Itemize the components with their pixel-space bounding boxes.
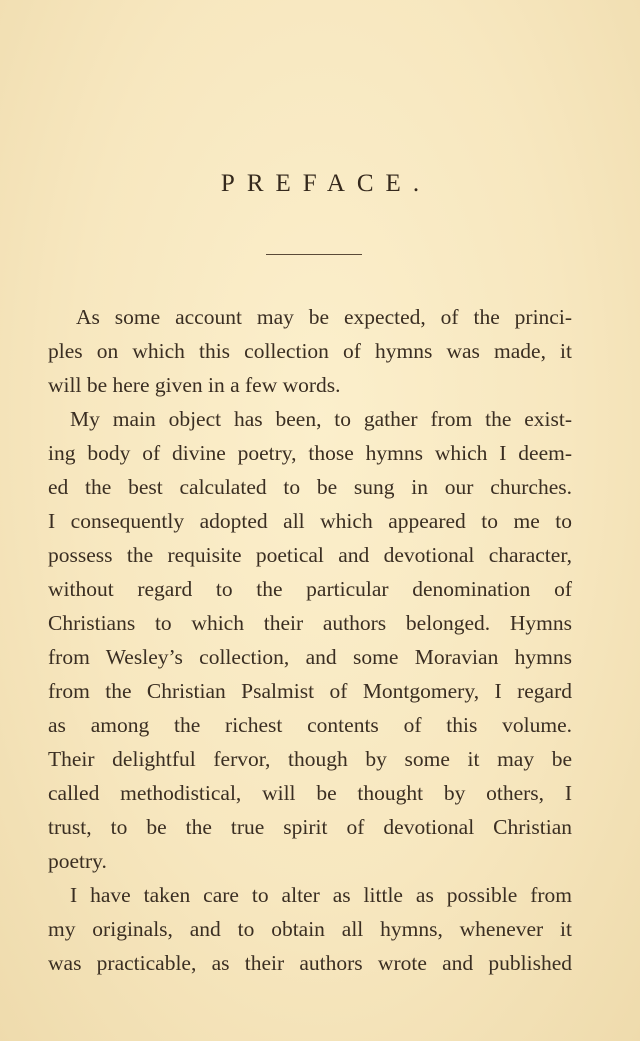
text-line: as among the richest contents of this volume. (48, 713, 572, 737)
title-rule (266, 254, 362, 255)
text-line: my originals, and to obtain all hymns, whenever it (48, 917, 572, 941)
text-line: from Wesley’s collection, and some Moravian hymns (48, 645, 572, 669)
text-line: As some account may be expected, of the princi- (76, 305, 572, 329)
text-line: possess the requisite poetical and devotional character, (48, 543, 572, 567)
text-line: Their delightful fervor, though by some it may be (48, 747, 572, 771)
text-line: Christians to which their authors belonged. Hymns (48, 611, 572, 635)
text-line: I consequently adopted all which appeared to me to (48, 509, 572, 533)
text-line: ing body of divine poetry, those hymns which I deem- (48, 441, 572, 465)
text-line: will be here given in a few words. (48, 373, 341, 397)
text-line: poetry. (48, 849, 107, 873)
text-line: was practicable, as their authors wrote and published (48, 951, 572, 975)
preface-body (48, 300, 572, 980)
text-line: ed the best calculated to be sung in our churches. (48, 475, 572, 499)
page-title: PREFACE. (220, 170, 432, 197)
text-line: without regard to the particular denomination of (48, 577, 572, 601)
text-line: called methodistical, will be thought by others, I (48, 781, 572, 805)
text-line: trust, to be the true spirit of devotional Christian (48, 815, 572, 839)
text-line: My main object has been, to gather from the exist- (70, 407, 572, 431)
text-line: from the Christian Psalmist of Montgomery, I regard (48, 679, 572, 703)
text-line: I have taken care to alter as little as possible from (70, 883, 572, 907)
text-line: ples on which this collection of hymns was made, it (48, 339, 572, 363)
